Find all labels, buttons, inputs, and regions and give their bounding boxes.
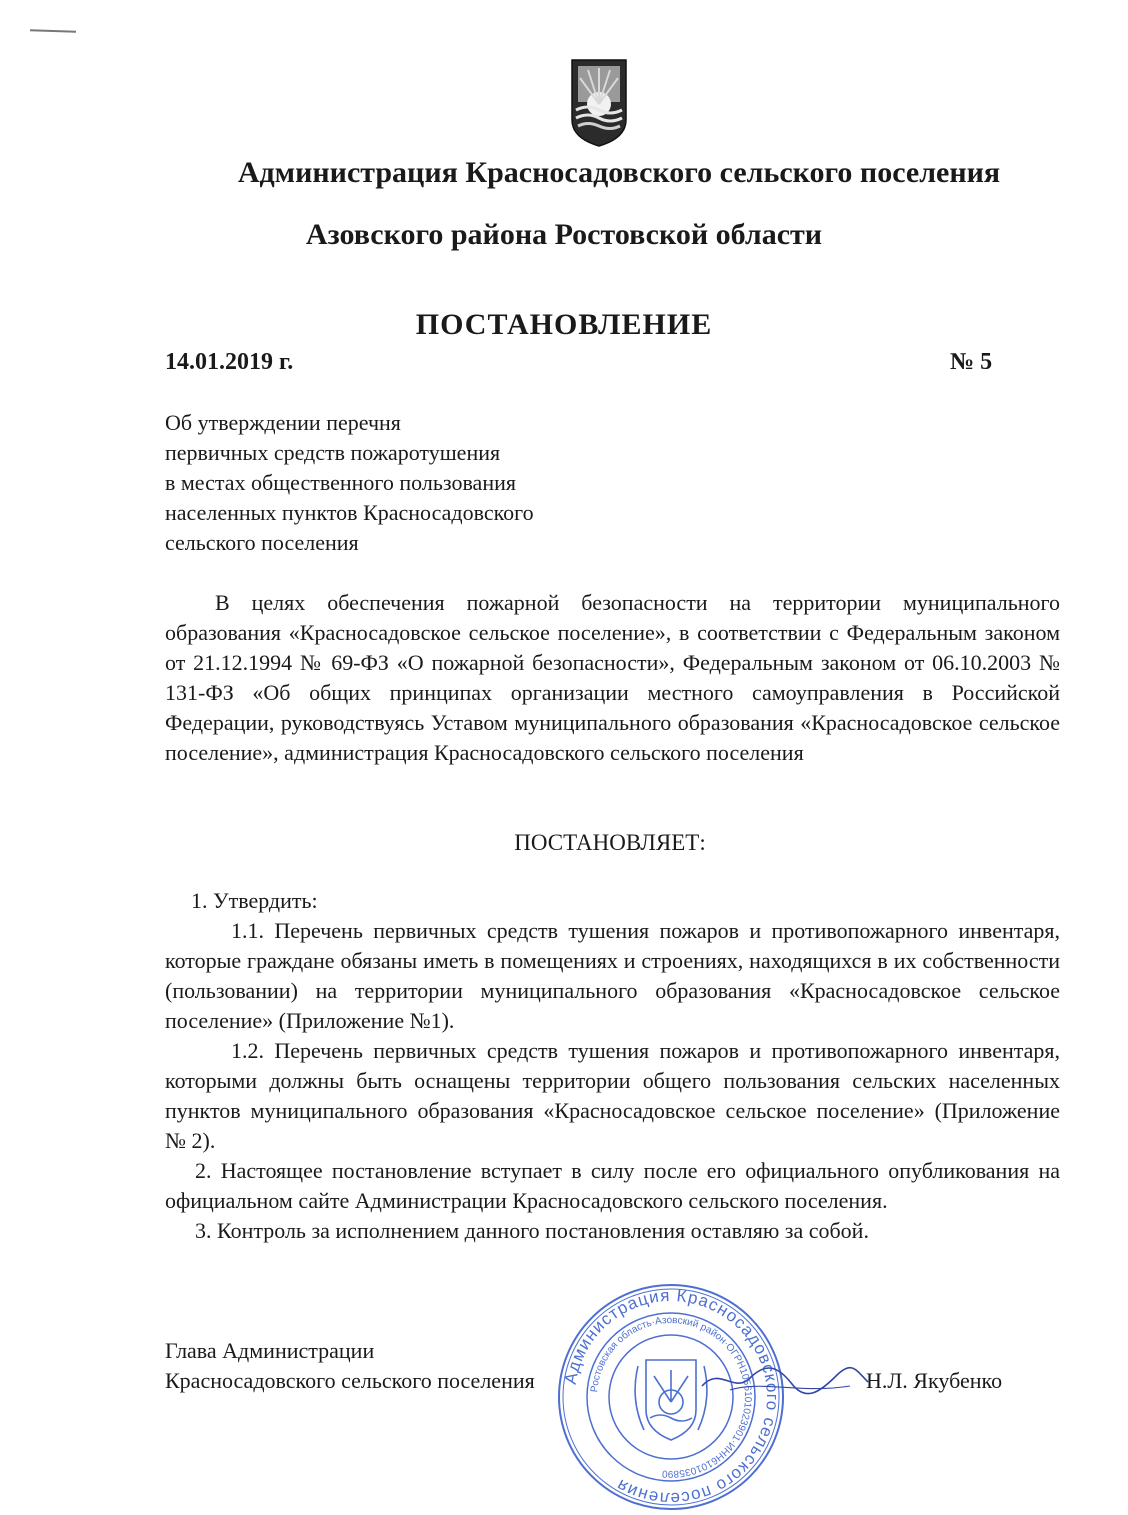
decree-heading: ПОСТАНОВЛЯЕТ: [514,830,706,855]
document-date: 14.01.2019 г. [165,349,294,375]
handwritten-signature [700,1360,870,1400]
coat-of-arms-icon [570,58,628,148]
decree-body [165,886,1060,1246]
subject-line: сельского поселения [165,530,359,555]
document-type: ПОСТАНОВЛЕНИЕ [415,308,713,341]
subject-line: Об утверждении перечня [165,410,401,435]
organization-name: Администрация Красносадовского сельского поселения [237,156,1001,189]
item-1: 1. Утвердить: [191,888,318,913]
signatory-position [165,1336,535,1396]
document-subject [165,408,635,558]
seal-outer-text: Администрация Красносадовского сельского поселения [560,1285,783,1509]
signatory-name: Н.Л. Якубенко [866,1368,1003,1393]
position-line: Глава Администрации [165,1338,375,1363]
subject-line: первичных средств пожаротушения [165,440,501,465]
seal-inner-text: Ростовская область·Азовский район·ОГРН1056101023901·ИНН6101035890 [589,1314,754,1480]
subject-line: в местах общественного пользования [165,470,516,495]
item-3: 3. Контроль за исполнением данного постановления оставляю за собой. [195,1218,869,1243]
document-number: № 5 [950,349,993,375]
scan-mark [30,29,76,33]
subject-line: населенных пунктов Красносадовского [165,500,534,525]
item-1-2: 1.2. Перечень первичных средств тушения пожаров и противопожарного инвентаря, которыми должны быть оснащены территории общего пользования сельских населенных пунктов муниципального образования «Красносадовское сельское поселение» (Приложение № 2). [165,1038,1060,1153]
position-line: Красносадовского сельского поселения [165,1368,535,1393]
item-2: 2. Настоящее постановление вступает в силу после его официального опубликования на официальном сайте Администрации Красносадовского сельского поселения. [165,1158,1060,1213]
preamble-paragraph: В целях обеспечения пожарной безопасности на территории муниципального образования «Красносадовское сельское поселение», в соответствии с Федеральным законом от 21.12.1994 № 69-ФЗ «О пожарной безопасности», Федеральным законом от 06.10.2003 № 131-ФЗ «Об общих принципах организации местного самоуправления в Российской Федерации, руководствуясь Уставом муниципального образования «Красносадовское сельское поселение», администрация Красносадовского сельского поселения [165,590,1060,765]
organization-region: Азовского района Ростовской области [305,218,823,251]
item-1-1: 1.1. Перечень первичных средств тушения пожаров и противопожарного инвентаря, которые граждане обязаны иметь в помещениях и строениях, находящихся в их собственности (пользовании) на территории муниципального образования «Красносадовское сельское поселение» (Приложение №1). [165,918,1060,1033]
